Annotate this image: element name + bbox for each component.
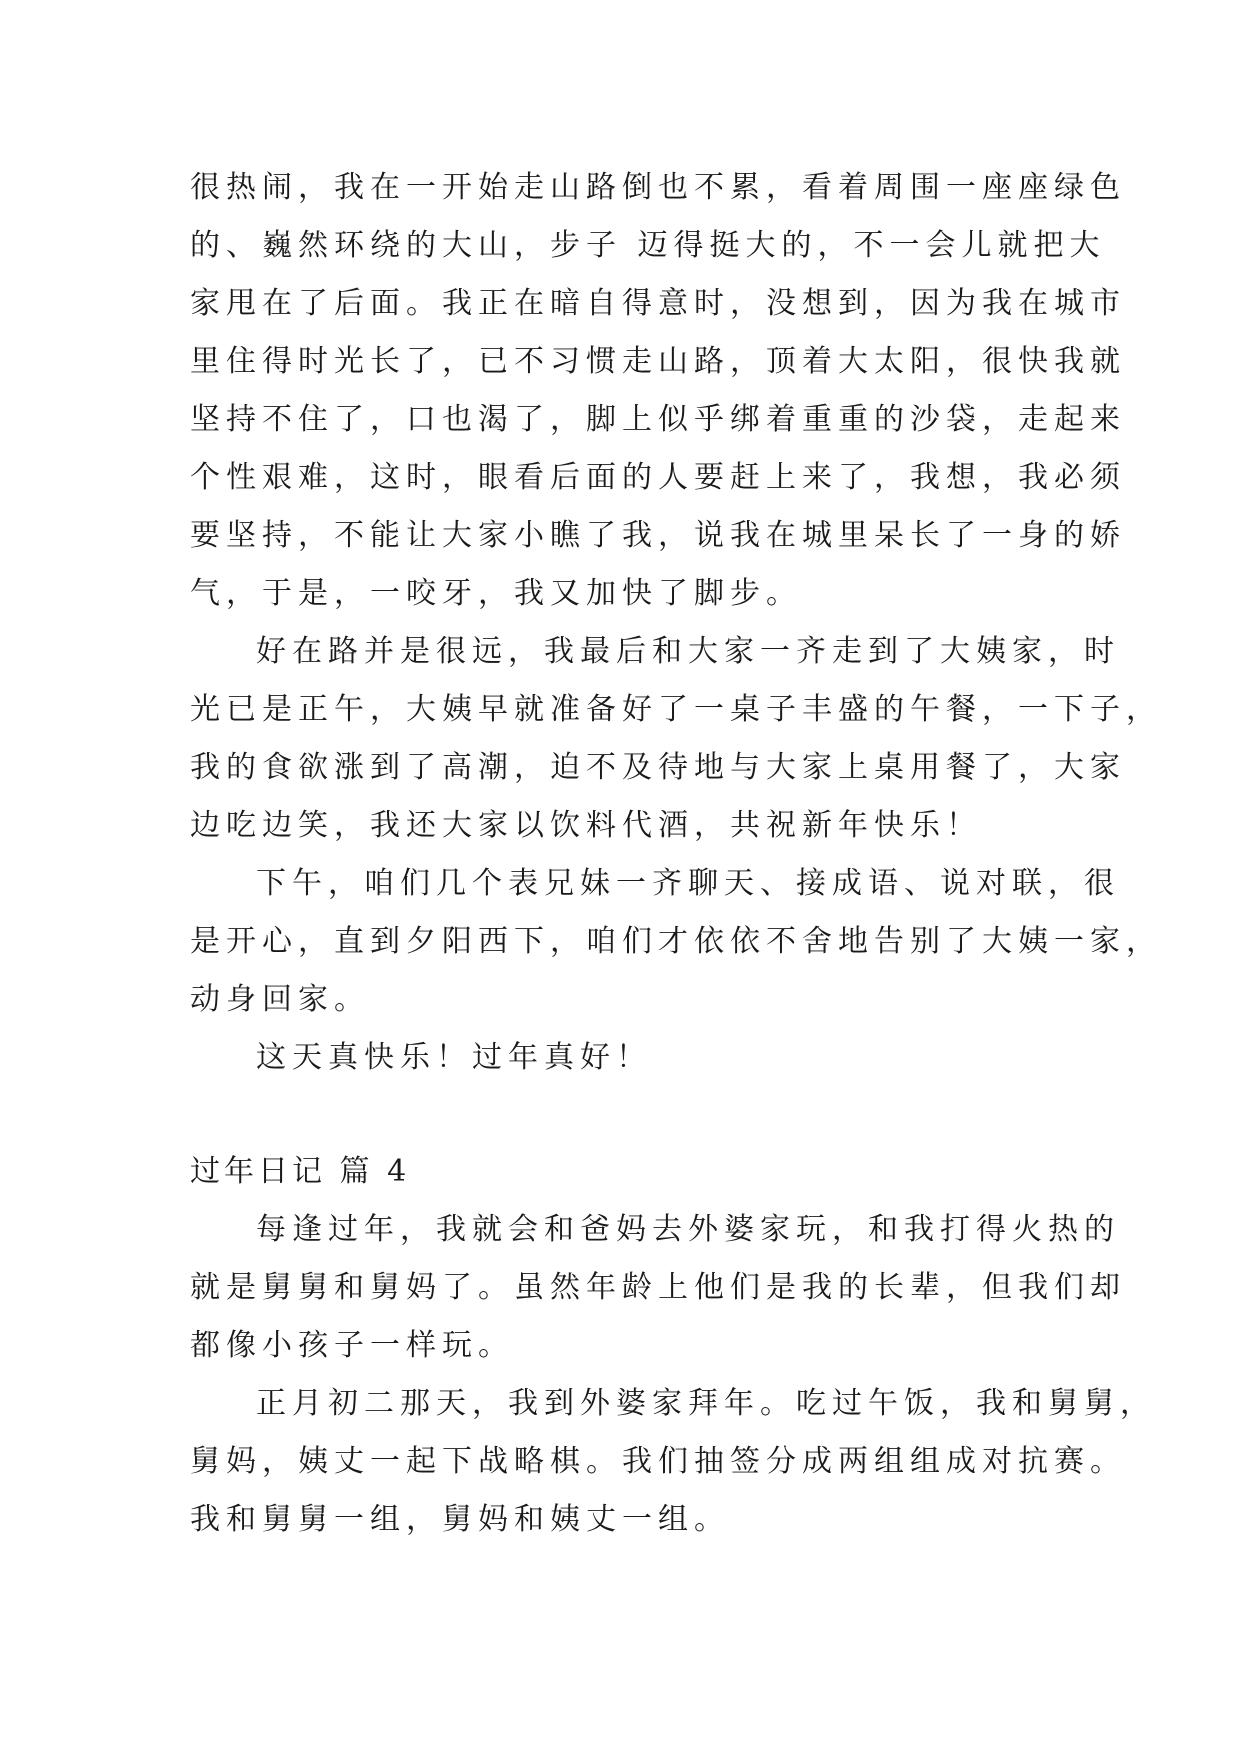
paragraph-1-line: 很热闹，我在一开始走山路倒也不累，看着周围一座座绿色 <box>190 170 1126 205</box>
paragraph-1-line: 气，于是，一咬牙，我又加快了脚步。 <box>190 576 802 611</box>
paragraph-5-line: 就是舅舅和舅妈了。虽然年龄上他们是我的长辈，但我们却 <box>190 1270 1126 1305</box>
paragraph-1-line: 的、巍然环绕的大山，步子 迈得挺大的，不一会儿就把大 <box>190 228 1106 263</box>
paragraph-2-line: 好在路并是很远，我最后和大家一齐走到了大姨家，时 <box>256 634 1120 669</box>
section-heading: 过年日记 篇 4 <box>190 1154 411 1189</box>
paragraph-2-line: 边吃边笑，我还大家以饮料代酒，共祝新年快乐！ <box>190 808 982 843</box>
paragraph-3-line: 动身回家。 <box>190 982 370 1017</box>
paragraph-1-line: 个性艰难，这时，眼看后面的人要赶上来了，我想，我必须 <box>190 460 1126 495</box>
paragraph-2-line: 光已是正午，大姨早就准备好了一桌子丰盛的午餐，一下子， <box>190 692 1162 727</box>
paragraph-1-line: 坚持不住了，口也渴了，脚上似乎绑着重重的沙袋，走起来 <box>190 402 1126 437</box>
paragraph-6-line: 我和舅舅一组，舅妈和姨丈一组。 <box>190 1502 730 1537</box>
paragraph-6-line: 舅妈，姨丈一起下战略棋。我们抽签分成两组组成对抗赛。 <box>190 1444 1126 1479</box>
paragraph-1-line: 里住得时光长了，已不习惯走山路，顶着大太阳，很快我就 <box>190 344 1126 379</box>
paragraph-1-line: 要坚持，不能让大家小瞧了我，说我在城里呆长了一身的娇 <box>190 518 1126 553</box>
paragraph-3-line: 下午，咱们几个表兄妹一齐聊天、接成语、说对联，很 <box>256 866 1120 901</box>
paragraph-3-line: 是开心，直到夕阳西下，咱们才依依不舍地告别了大姨一家， <box>190 924 1162 959</box>
paragraph-2-line: 我的食欲涨到了高潮，迫不及待地与大家上桌用餐了，大家 <box>190 750 1126 785</box>
paragraph-5-line: 都像小孩子一样玩。 <box>190 1328 514 1363</box>
paragraph-6-line: 正月初二那天，我到外婆家拜年。吃过午饭，我和舅舅， <box>256 1386 1156 1421</box>
paragraph-4-line: 这天真快乐！过年真好！ <box>256 1040 652 1075</box>
paragraph-1-line: 家甩在了后面。我正在暗自得意时，没想到，因为我在城市 <box>190 286 1126 321</box>
paragraph-5-line: 每逢过年，我就会和爸妈去外婆家玩，和我打得火热的 <box>256 1212 1120 1247</box>
